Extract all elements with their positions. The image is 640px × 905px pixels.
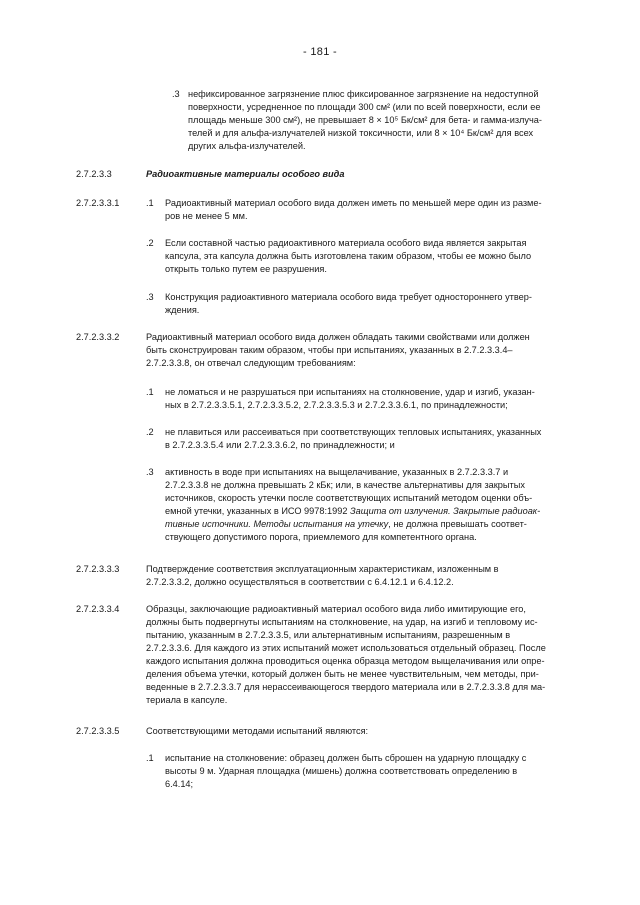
- text-line: источников, скорость утечки после соответствующих испытаний методом оценки объ-: [165, 493, 533, 503]
- item-text: [165, 197, 564, 223]
- text-line: поверхности, усредненное по площади 300 см² (или по всей поверхности, если ее: [188, 102, 541, 112]
- text-line: каждого испытания должна проводиться оценка образца методом выщелачивания или опре-: [146, 656, 545, 666]
- paragraph-text: [146, 563, 564, 589]
- item-text: [165, 237, 564, 276]
- text-line: 2.7.2.3.3.8 не должна превышать 2 кБк; или, в качестве альтернативы для закрытых: [165, 480, 525, 490]
- text-line: телей и для альфа-излучателей низкой токсичности, или 8 × 10⁴ Бк/см² для всех: [188, 128, 534, 138]
- text-line: высоты 9 м. Ударная площадка (мишень) должна соответствовать определению в: [165, 766, 518, 776]
- text-line: деления объема утечки, который должен быть не менее чувствительным, чем методы, при-: [146, 669, 539, 679]
- section-number: 2.7.2.3.3.1: [76, 198, 120, 208]
- section-number: 2.7.2.3.3: [76, 169, 112, 179]
- item-marker: .1: [146, 387, 154, 397]
- text-line: Радиоактивный материал особого вида должен обладать такими свойствами или должен: [146, 332, 530, 342]
- item-text: [188, 88, 564, 153]
- text-line: капсула, эта капсула должна быть изготовлена таким образом, чтобы ее можно было: [165, 251, 532, 261]
- item-marker: .1: [146, 753, 154, 763]
- section-number: 2.7.2.3.3.5: [76, 726, 120, 736]
- item-marker: .3: [172, 89, 180, 99]
- text-line: Конструкция радиоактивного материала особого вида требует одностороннего утвер-: [165, 292, 532, 302]
- text-line: испытание на столкновение: образец должен быть сброшен на ударную площадку с: [165, 753, 527, 763]
- text-line: Соответствующими методами испытаний являются:: [146, 726, 369, 736]
- item-marker: .3: [146, 292, 154, 302]
- section-heading: Радиоактивные материалы особого вида: [146, 169, 345, 179]
- text-line: 2.7.2.3.3.2, должно осуществляться в соответствии с 6.4.12.1 и 6.4.12.2.: [146, 577, 454, 587]
- text-line: ров не менее 5 мм.: [165, 211, 248, 221]
- text-line: 2.7.2.3.3.8, он отвечал следующим требованиям:: [146, 358, 356, 368]
- section-number: 2.7.2.3.3.4: [76, 604, 120, 614]
- text-line: тивные источники. Методы испытания на утечку, не должна превышать соответ-: [165, 519, 527, 529]
- text-line: Подтверждение соответствия эксплуатационным характеристикам, изложенным в: [146, 564, 499, 574]
- text-line: должны быть подвергнуты испытаниям на столкновение, на удар, на изгиб и тепловому ис-: [146, 617, 538, 627]
- item-text: [165, 291, 564, 317]
- text-line: быть сконструирован таким образом, чтобы при испытаниях, указанных в 2.7.2.3.3.4–: [146, 345, 513, 355]
- item-marker: .2: [146, 238, 154, 248]
- text-line: веденные в 2.7.2.3.3.7 для нерассеивающегося твердого материала или в 2.7.2.3.3.8 для ма-: [146, 682, 546, 692]
- item-text: [165, 426, 564, 452]
- text-line: териала в капсуле.: [146, 695, 228, 705]
- item-text: [165, 386, 564, 412]
- section-number: 2.7.2.3.3.2: [76, 332, 120, 342]
- text-line: Если составной частью радиоактивного материала особого вида является закрытая: [165, 238, 527, 248]
- text-line: не плавиться или рассеиваться при соответствующих тепловых испытаниях, указанных: [165, 427, 542, 437]
- text-line: 6.4.14;: [165, 779, 194, 789]
- text-line: в 2.7.2.3.3.5.4 или 2.7.2.3.3.6.2, по принадлежности; и: [165, 440, 395, 450]
- text-line: емной утечки, указанных в ИСО 9978:1992 Защита от излучения. Закрытые радиоак-: [165, 506, 541, 516]
- paragraph-text: [146, 725, 564, 738]
- text-line: других альфа-излучателей.: [188, 141, 306, 151]
- text-line: нефиксированное загрязнение плюс фиксированное загрязнение на недоступной: [188, 89, 539, 99]
- text-line: пытанию, указанным в 2.7.2.3.3.5, или альтернативным испытаниям, разрешенным в: [146, 630, 511, 640]
- text-line: площадь меньше 300 см²), не превышает 8 × 10⁵ Бк/см² для бета- и гамма-излуча-: [188, 115, 542, 125]
- text-line: Радиоактивный материал особого вида должен иметь по меньшей мере один из разме-: [165, 198, 542, 208]
- item-text: [165, 466, 564, 544]
- item-marker: .3: [146, 467, 154, 477]
- text-line: ждения.: [165, 305, 200, 315]
- paragraph-text: [146, 331, 564, 370]
- text-line: 2.7.2.3.3.6. Для каждого из этих испытаний может использоваться отдельный образец. После: [146, 643, 546, 653]
- text-line: активность в воде при испытаниях на выщелачивание, указанных в 2.7.2.3.3.7 и: [165, 467, 509, 477]
- text-line: ных в 2.7.2.3.3.5.1, 2.7.2.3.3.5.2, 2.7.2.3.3.5.3 и 2.7.2.3.3.6.1, по принадлежности;: [165, 400, 508, 410]
- text-line: не ломаться и не разрушаться при испытаниях на столкновение, удар и изгиб, указан-: [165, 387, 535, 397]
- text-line: ствующего допустимого порога, приемлемого для компетентного органа.: [165, 532, 477, 542]
- page-number: - 181 -: [303, 46, 337, 58]
- text-line: открыть только путем ее разрушения.: [165, 264, 327, 274]
- paragraph-text: [146, 603, 564, 707]
- item-marker: .2: [146, 427, 154, 437]
- section-number: 2.7.2.3.3.3: [76, 564, 120, 574]
- text-line: Образцы, заключающие радиоактивный материал особого вида либо имитирующие его,: [146, 604, 526, 614]
- item-marker: .1: [146, 198, 154, 208]
- item-text: [165, 752, 564, 791]
